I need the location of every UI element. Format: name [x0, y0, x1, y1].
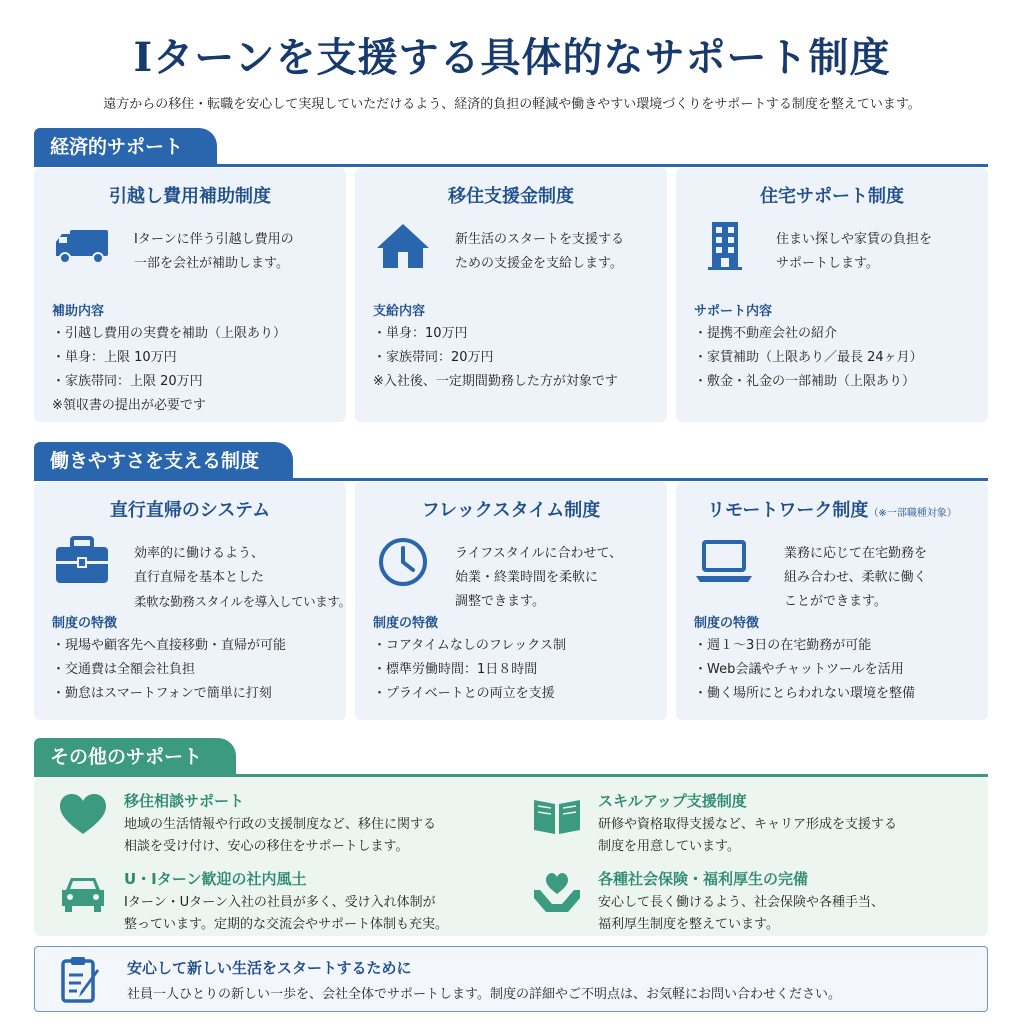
- list-item: ※領収書の提出が必要です: [52, 398, 206, 413]
- card-title: 引越し費用補助制度: [109, 186, 271, 207]
- heart-icon: [56, 790, 110, 840]
- list-item: ・勤怠はスマートフォンで簡単に打刻: [52, 686, 272, 701]
- card-title-note: （※一部職種対象）: [868, 508, 957, 519]
- other-item-title: 各種社会保険・福利厚生の完備: [598, 870, 809, 888]
- card-subheading: 補助内容: [52, 304, 105, 319]
- section-heading-economic: 経済的サポート: [34, 128, 217, 166]
- other-item-title: 移住相談サポート: [124, 792, 245, 810]
- card-moving-subsidy: [34, 168, 346, 422]
- list-item: ・引越し費用の実費を補助（上限あり）: [52, 326, 287, 341]
- card-subheading: 制度の特徴: [373, 616, 439, 631]
- list-item: ・現場や顧客先へ直接移動・直帰が可能: [52, 638, 287, 653]
- other-support-panel: [34, 778, 988, 936]
- card-description: ライフスタイルに合わせて、 始業・終業時間を柔軟に 調整できます。: [455, 546, 623, 609]
- card-list: [373, 634, 566, 706]
- clipboard-icon: [57, 955, 105, 1005]
- card-relocation-grant: [355, 168, 667, 422]
- card-list: [694, 634, 915, 706]
- card-list: [52, 634, 286, 706]
- section-heading-work: 働きやすさを支える制度: [34, 442, 293, 480]
- briefcase-icon: [52, 534, 112, 586]
- building-icon: [694, 220, 754, 272]
- list-item: ※入社後、一定期間勤務した方が対象です: [373, 374, 618, 389]
- card-title: 住宅サポート制度: [760, 186, 904, 207]
- section-divider: [34, 164, 988, 167]
- page-title: Iターンを支援する具体的なサポート制度: [133, 34, 891, 81]
- other-item-description: 安心して長く働けるよう、社会保険や各種手当、 福利厚生制度を整えています。: [598, 895, 885, 932]
- book-icon: [530, 790, 584, 840]
- other-item-description: 研修や資格取得支援など、キャリア形成を支援する 制度を用意しています。: [598, 817, 898, 854]
- footer-description: 社員一人ひとりの新しい一歩を、会社全体でサポートします。制度の詳細やご不明点は、お気軽にお問い合わせください。: [127, 987, 841, 1002]
- other-item-title: U・Iターン歓迎の社内風土: [124, 870, 307, 888]
- section-heading-other: その他のサポート: [34, 738, 236, 776]
- card-description: Iターンに伴う引越し費用の 一部を会社が補助します。: [134, 232, 294, 271]
- footer-banner: [34, 946, 988, 1012]
- card-description: 効率的に働けるよう、 直行直帰を基本とした 柔軟な勤務スタイルを導入しています。: [134, 546, 351, 609]
- section-divider: [34, 478, 988, 481]
- other-item-description: Iターン・Uターン入社の社員が多く、受け入れ体制が 整っています。定期的な交流会やサポート体制も充実。: [124, 895, 448, 932]
- list-item: ・単身：上限 10万円: [52, 350, 177, 365]
- other-item-description: 地域の生活情報や行政の支援制度など、移住に関する 相談を受け付け、安心の移住をサポートします。: [124, 817, 437, 854]
- card-title: 直行直帰のシステム: [109, 500, 271, 521]
- list-item: ・家賃補助（上限あり／最長 24ヶ月）: [694, 350, 923, 365]
- list-item: ・Web会議やチャットツールを活用: [694, 662, 904, 677]
- card-title: リモートワーク制度（※一部職種対象）: [707, 500, 957, 521]
- list-item: ・週１〜3日の在宅勤務が可能: [694, 638, 872, 653]
- card-description: 新生活のスタートを支援する ための支援金を支給します。: [455, 232, 625, 271]
- list-item: ・敷金・礼金の一部補助（上限あり）: [694, 374, 916, 389]
- car-icon: [56, 868, 110, 918]
- list-item: ・働く場所にとらわれない環境を整備: [694, 686, 916, 701]
- clock-icon: [373, 534, 433, 586]
- card-remote-work: [676, 482, 988, 720]
- card-description: 業務に応じて在宅勤務を 組み合わせ、柔軟に働く ことができます。: [784, 546, 928, 609]
- list-item: ・家族帯同：20万円: [373, 350, 494, 365]
- list-item: ・コアタイムなしのフレックス制: [373, 638, 567, 653]
- card-list: [373, 322, 618, 394]
- card-subheading: 支給内容: [373, 304, 426, 319]
- list-item: ・単身：10万円: [373, 326, 468, 341]
- card-title: 移住支援金制度: [448, 186, 574, 207]
- page-subtitle: 遠方からの移住・転職を安心して実現していただけるよう、経済的負担の軽減や働きやすい環境づくりをサポートする制度を整えています。: [103, 97, 921, 112]
- card-direct-commute: [34, 482, 351, 720]
- footer-title: 安心して新しい生活をスタートするために: [127, 959, 412, 977]
- card-subheading: 制度の特徴: [52, 616, 118, 631]
- card-description: 住まい探しや家賃の負担を サポートします。: [776, 232, 933, 271]
- list-item: ・提携不動産会社の紹介: [694, 326, 838, 341]
- list-item: ・プライベートとの両立を支援: [373, 686, 555, 701]
- card-subheading: 制度の特徴: [694, 616, 760, 631]
- laptop-icon: [694, 534, 754, 586]
- other-item-title: スキルアップ支援制度: [598, 792, 747, 810]
- card-title: フレックスタイム制度: [421, 500, 601, 521]
- care-hands-icon: [530, 868, 584, 918]
- list-item: ・家族帯同：上限 20万円: [52, 374, 203, 389]
- house-icon: [373, 220, 433, 272]
- card-flextime: [355, 482, 667, 720]
- card-list: [694, 322, 923, 394]
- card-housing-support: [676, 168, 988, 422]
- card-list: [52, 322, 286, 418]
- truck-icon: [52, 220, 112, 272]
- list-item: ・交通費は全額会社負担: [52, 662, 196, 677]
- card-subheading: サポート内容: [694, 304, 773, 319]
- section-divider: [34, 774, 988, 777]
- list-item: ・標準労働時間：1日８時間: [373, 662, 538, 677]
